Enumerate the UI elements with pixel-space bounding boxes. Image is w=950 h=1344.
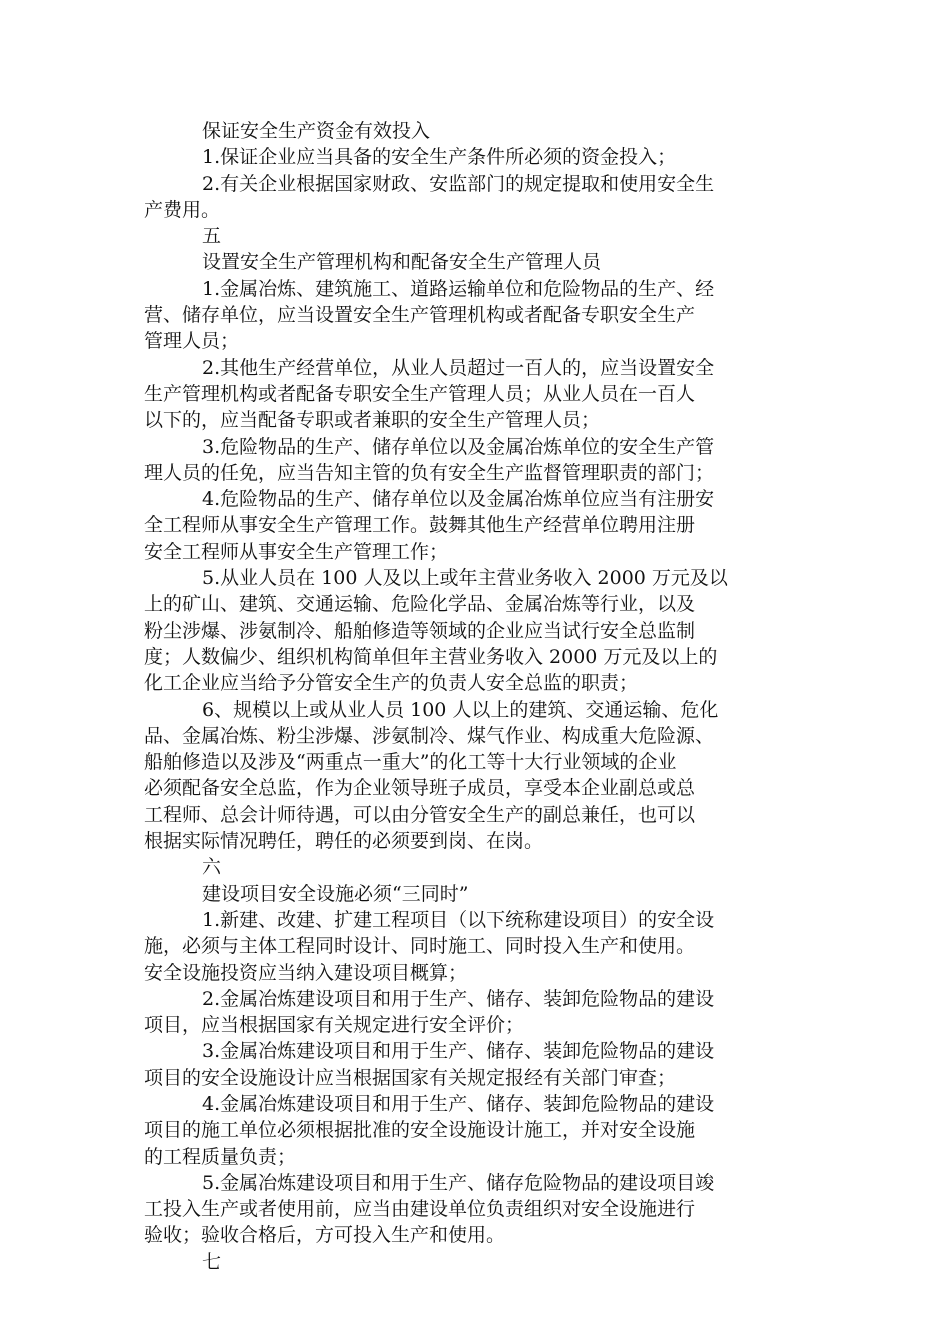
text-line: 项目的安全设施设计应当根据国家有关规定报经有关部门审查； [144, 1066, 677, 1089]
text-line: 粉尘涉爆、涉氨制冷、船舶修造等领域的企业应当试行安全总监制 [144, 619, 696, 642]
text-line: 全工程师从事安全生产管理工作。鼓舞其他生产经营单位聘用注册 [144, 514, 696, 537]
text-line: 6、规模以上或从业人员 100 人以上的建筑、交通运输、危化 [202, 698, 719, 721]
text-line: 2.有关企业根据国家财政、安监部门的规定提取和使用安全生 [202, 172, 715, 195]
text-line: 营、储存单位，应当设置安全生产管理机构或者配备专职安全生产 [144, 304, 696, 327]
text-line: 品、金属冶炼、粉尘涉爆、涉氨制冷、煤气作业、构成重大危险源、 [144, 724, 715, 747]
text-line: 管理人员； [144, 330, 240, 353]
text-line: 4.金属冶炼建设项目和用于生产、储存、装卸危险物品的建设 [202, 1092, 715, 1115]
text-line: 工程师、总会计师待遇，可以由分管安全生产的副总兼任，也可以 [144, 803, 696, 826]
text-line: 验收；验收合格后，方可投入生产和使用。 [144, 1224, 506, 1247]
text-line: 上的矿山、建筑、交通运输、危险化学品、金属冶炼等行业，以及 [144, 593, 696, 616]
text-line: 理人员的任免，应当告知主管的负有安全生产监督管理职责的部门； [144, 461, 715, 484]
text-line: 建设项目安全设施必须“三同时” [202, 882, 469, 905]
text-line: 工投入生产或者使用前，应当由建设单位负责组织对安全设施进行 [144, 1198, 696, 1221]
text-line: 安全设施投资应当纳入建设项目概算； [144, 961, 468, 984]
text-line: 度；人数偏少、组织机构简单但年主营业务收入 2000 万元及以上的 [144, 645, 718, 668]
text-line: 项目的施工单位必须根据批准的安全设施设计施工，并对安全设施 [144, 1119, 696, 1142]
text-line: 船舶修造以及涉及“两重点一重大”的化工等十大行业领域的企业 [144, 751, 677, 774]
text-line: 六 [202, 856, 222, 879]
text-line: 的工程质量负责； [144, 1145, 297, 1168]
text-line: 五 [202, 225, 222, 248]
text-line: 1.新建、改建、扩建工程项目（以下统称建设项目）的安全设 [202, 908, 715, 931]
text-line: 必须配备安全总监，作为企业领导班子成员，享受本企业副总或总 [144, 777, 696, 800]
text-line: 保证安全生产资金有效投入 [202, 120, 431, 142]
text-line: 根据实际情况聘任，聘任的必须要到岗、在岗。 [144, 830, 544, 853]
text-line: 1.保证企业应当具备的安全生产条件所必须的资金投入； [202, 146, 677, 169]
text-line: 施，必须与主体工程同时设计、同时施工、同时投入生产和使用。 [144, 935, 696, 958]
text-line: 项目，应当根据国家有关规定进行安全评价； [144, 1014, 525, 1037]
text-line: 设置安全生产管理机构和配备安全生产管理人员 [202, 251, 602, 274]
text-line: 4.危险物品的生产、储存单位以及金属冶炼单位应当有注册安 [202, 488, 715, 511]
text-line: 七 [202, 1250, 222, 1273]
text-line: 安全工程师从事安全生产管理工作； [144, 540, 449, 563]
document-body [144, 118, 808, 1275]
text-line: 生产管理机构或者配备专职安全生产管理人员；从业人员在一百人 [144, 382, 696, 405]
text-line: 2.金属冶炼建设项目和用于生产、储存、装卸危险物品的建设 [202, 987, 715, 1010]
text-line: 3.危险物品的生产、储存单位以及金属冶炼单位的安全生产管 [202, 435, 715, 458]
text-line: 5.金属冶炼建设项目和用于生产、储存危险物品的建设项目竣 [202, 1171, 715, 1194]
text-line: 3.金属冶炼建设项目和用于生产、储存、装卸危险物品的建设 [202, 1040, 715, 1063]
text-line: 化工企业应当给予分管安全生产的负责人安全总监的职责； [144, 672, 639, 695]
text-line: 2.其他生产经营单位，从业人员超过一百人的，应当设置安全 [202, 356, 715, 379]
text-line: 以下的，应当配备专职或者兼职的安全生产管理人员； [144, 409, 601, 432]
text-line: 1.金属冶炼、建筑施工、道路运输单位和危险物品的生产、经 [202, 277, 715, 300]
text-line: 5.从业人员在 100 人及以上或年主营业务收入 2000 万元及以 [202, 567, 728, 590]
text-line: 产费用。 [144, 198, 221, 221]
